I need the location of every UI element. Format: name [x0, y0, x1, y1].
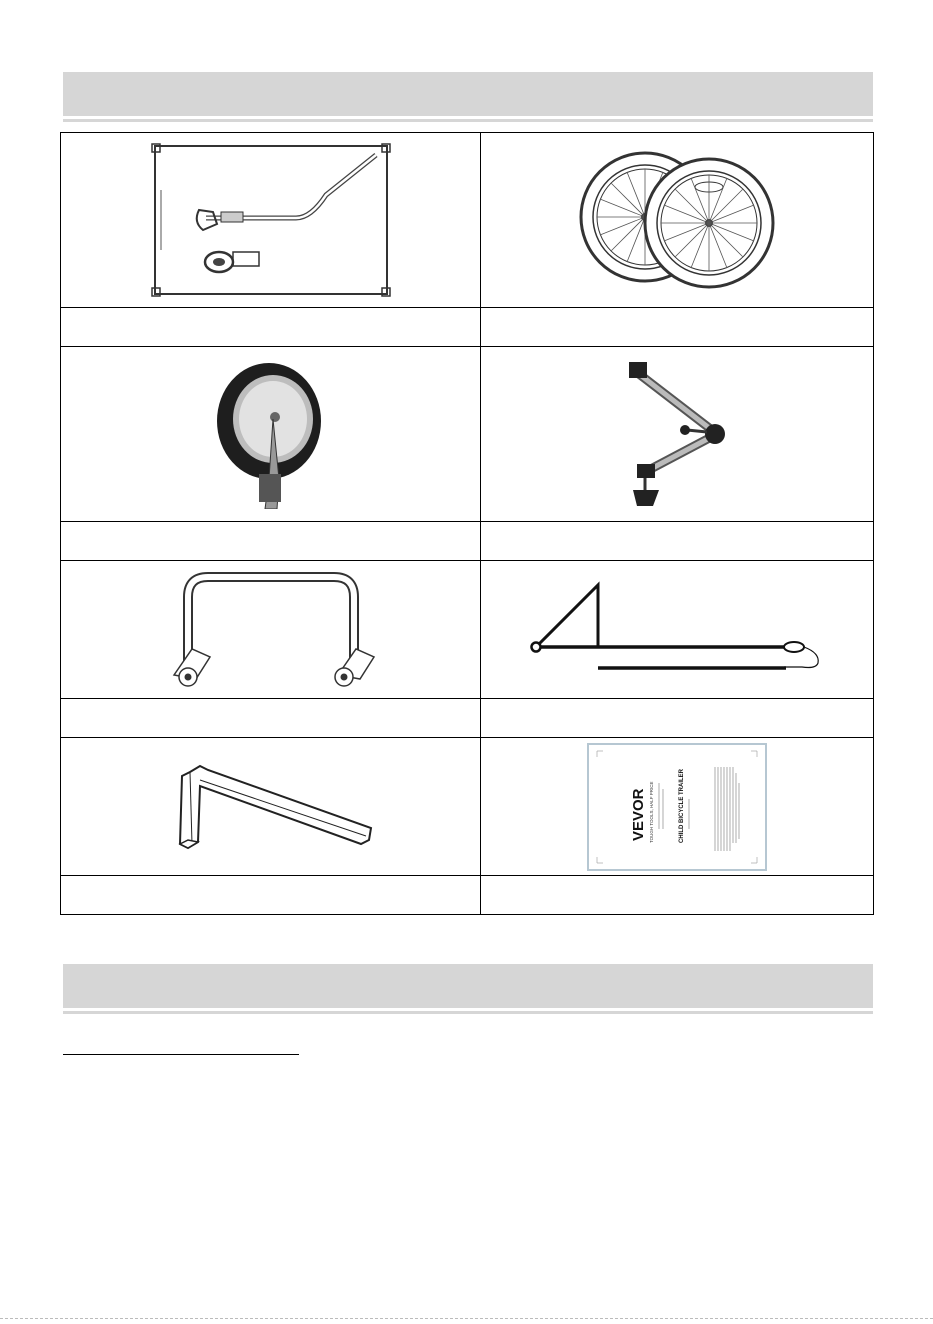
part-cell-manual	[481, 738, 874, 876]
part-label-6	[481, 699, 874, 738]
user-manual-icon	[587, 743, 767, 871]
installation-header	[63, 964, 873, 1008]
header-underline	[63, 119, 873, 122]
package-contents-header	[63, 72, 873, 116]
frame-with-tow-bar-icon	[151, 140, 391, 300]
front-wheel-icon	[211, 359, 331, 509]
installation-underline	[63, 1011, 873, 1014]
part-label-5	[61, 699, 481, 738]
part-label-4	[481, 522, 874, 561]
safety-flag-icon	[522, 575, 832, 685]
page-bottom-rule	[0, 1318, 933, 1319]
stroller-arm-icon	[607, 354, 747, 514]
part-cell-stroller-arm	[481, 347, 874, 522]
part-label-2	[481, 308, 874, 347]
installation-subheading	[63, 1030, 299, 1055]
manual-brand: VEVOR	[630, 787, 647, 841]
part-cell-handlebar	[61, 561, 481, 699]
handlebar-icon	[166, 567, 376, 692]
rear-wheels-icon	[577, 145, 777, 295]
manual-tagline: TOUGH TOOLS, HALF PRICE	[649, 780, 654, 843]
parts-table	[60, 132, 874, 915]
hex-key-icon	[166, 752, 376, 862]
part-label-1	[61, 308, 481, 347]
part-cell-safety-flag	[481, 561, 874, 699]
part-cell-front-wheel	[61, 347, 481, 522]
part-label-3	[61, 522, 481, 561]
part-cell-hex-key	[61, 738, 481, 876]
part-label-7	[61, 876, 481, 915]
part-label-8	[481, 876, 874, 915]
part-cell-rear-wheels	[481, 133, 874, 308]
manual-product: CHILD BICYCLE TRAILER	[679, 768, 685, 843]
part-cell-frame	[61, 133, 481, 308]
